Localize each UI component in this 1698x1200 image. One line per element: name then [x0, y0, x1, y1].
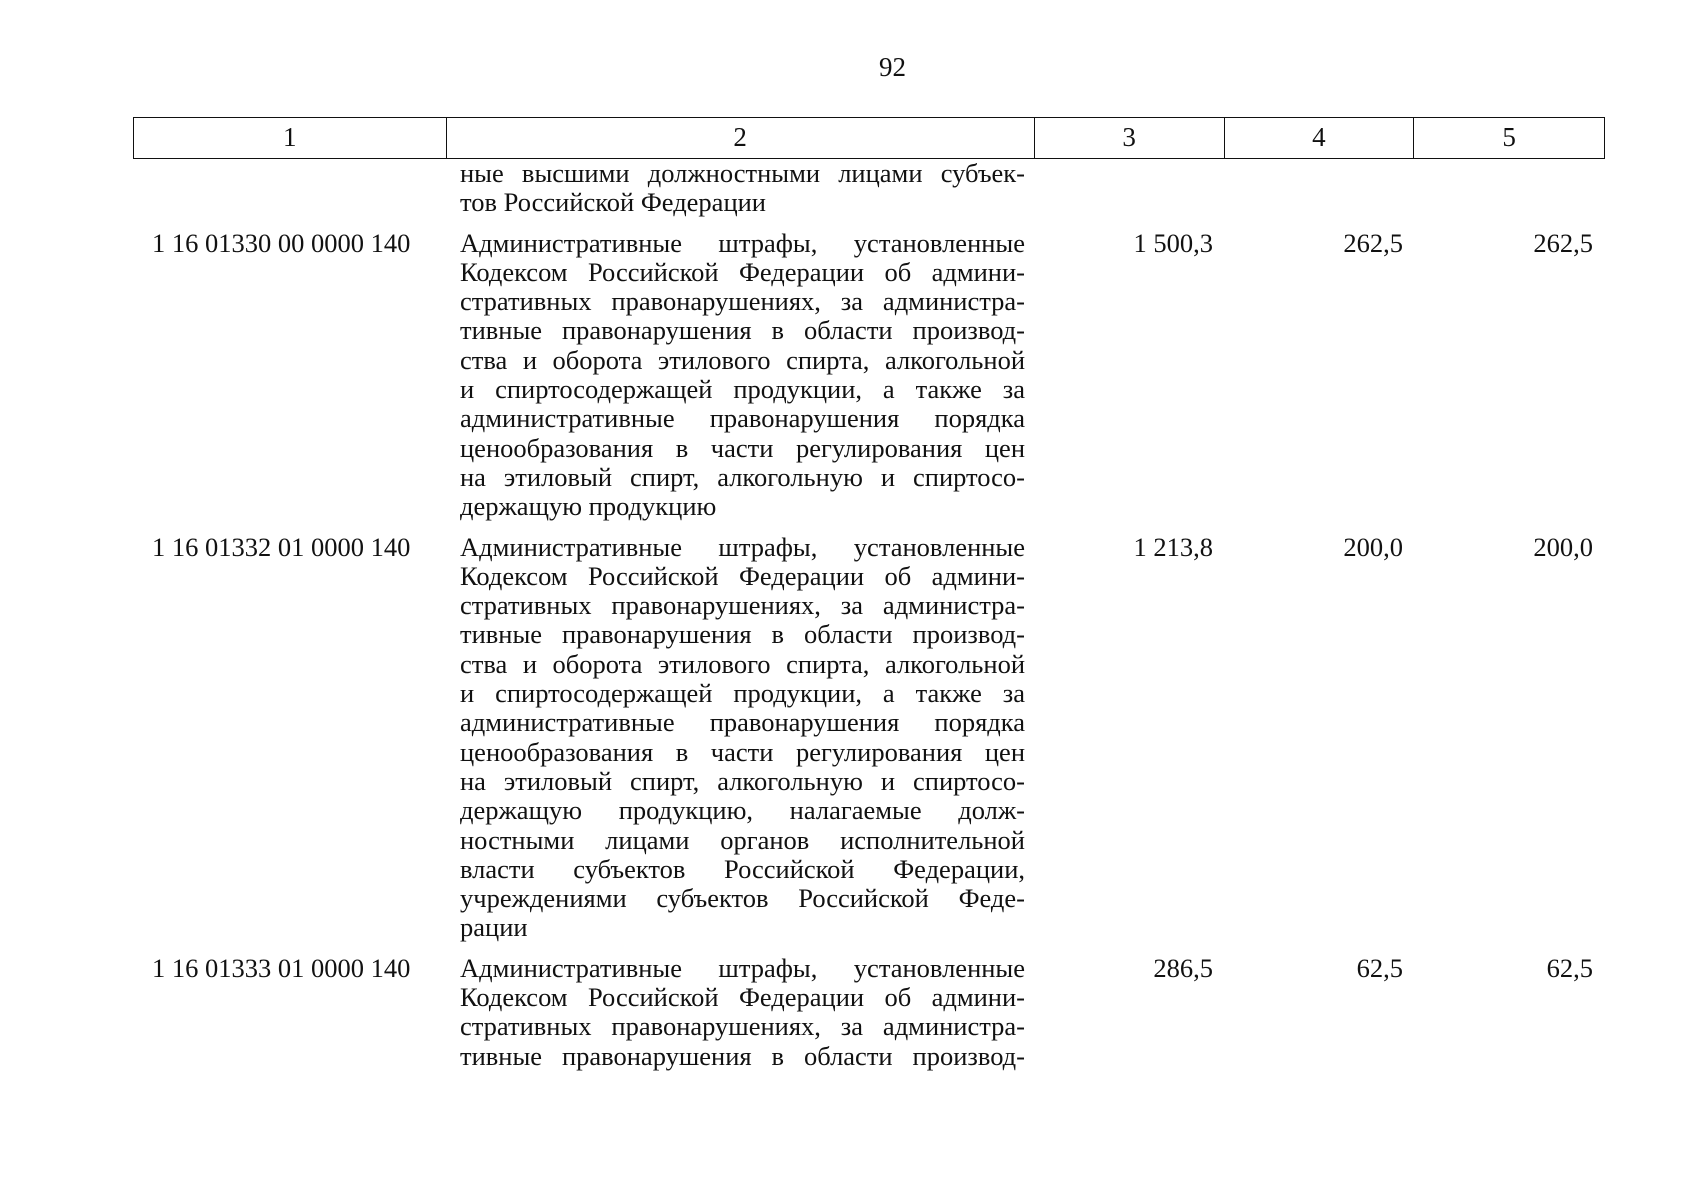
description-line: Административные штрафы, установленные	[460, 531, 1025, 562]
header-col-1: 1	[134, 118, 447, 158]
description-line: ства и оборота этилового спирта, алкогольной	[460, 344, 1025, 375]
code-cell: 1 16 01332 01 0000 140	[152, 531, 411, 562]
description-line: власти субъектов Российской Федерации,	[460, 853, 1025, 884]
description-line: Административные штрафы, установленные	[460, 952, 1025, 983]
description-line: административные правонарушения порядка	[460, 403, 1025, 434]
description-line: на этиловый спирт, алкогольную и спиртосо-	[460, 461, 1025, 492]
description-line: Кодексом Российской Федерации об админи-	[460, 256, 1025, 287]
description-line: Кодексом Российской Федерации об админи-	[460, 982, 1025, 1013]
description-cell	[446, 533, 1035, 943]
amount-col5: 62,5	[1546, 952, 1593, 983]
description-line: административные правонарушения порядка	[460, 707, 1025, 738]
description-line: тивные правонарушения в области производ-	[460, 315, 1025, 346]
table-body	[133, 159, 1605, 1071]
description-cell	[446, 954, 1035, 1071]
description-line: стративных правонарушениях, за администра-	[460, 286, 1025, 317]
description-line: и спиртосодержащей продукции, а также за	[460, 678, 1025, 709]
description-line: ства и оборота этилового спирта, алкогольной	[460, 648, 1025, 679]
budget-table	[133, 117, 1605, 1071]
amount-cell	[1225, 159, 1415, 218]
amount-col3: 286,5	[1153, 952, 1213, 983]
code-cell	[133, 159, 446, 218]
table-row	[133, 954, 1605, 1071]
description-line: Кодексом Российской Федерации об админи-	[460, 560, 1025, 591]
description-line: держащую продукцию, налагаемые долж-	[460, 795, 1025, 826]
amount-col3: 1 500,3	[1133, 227, 1213, 258]
header-col-4: 4	[1225, 118, 1415, 158]
description-line: тов Российской Федерации	[460, 187, 766, 218]
header-col-3: 3	[1035, 118, 1225, 158]
description-line: держащую продукцию	[460, 491, 717, 522]
amount-col4: 62,5	[1356, 952, 1403, 983]
amount-col3: 1 213,8	[1133, 531, 1213, 562]
amount-cell	[1415, 159, 1605, 218]
amount-col5: 262,5	[1533, 227, 1593, 258]
table-row-continuation	[133, 159, 1605, 218]
description-line: рации	[460, 912, 528, 943]
description-line: стративных правонарушениях, за администра-	[460, 590, 1025, 621]
table-row	[133, 229, 1605, 522]
table-row	[133, 533, 1605, 943]
description-line: ценообразования в части регулирования цен	[460, 432, 1025, 463]
amount-col4: 262,5	[1343, 227, 1403, 258]
amount-col5: 200,0	[1533, 531, 1593, 562]
description-line: ностными лицами органов исполнительной	[460, 824, 1025, 855]
table-header-row	[133, 117, 1605, 159]
description-line: тивные правонарушения в области производ-	[460, 619, 1025, 650]
description-cell	[446, 229, 1035, 522]
page-number: 92	[879, 52, 906, 82]
description-line: на этиловый спирт, алкогольную и спиртосо-	[460, 765, 1025, 796]
description-cell	[446, 159, 1035, 218]
amount-cell	[1035, 159, 1225, 218]
header-col-5: 5	[1502, 122, 1516, 152]
code-cell: 1 16 01333 01 0000 140	[152, 952, 411, 983]
description-line: Административные штрафы, установленные	[460, 227, 1025, 258]
description-line: ценообразования в части регулирования цен	[460, 736, 1025, 767]
description-line: учреждениями субъектов Российской Феде-	[460, 883, 1025, 914]
amount-col4: 200,0	[1343, 531, 1403, 562]
description-line: ные высшими должностными лицами субъек-	[460, 158, 1025, 188]
header-col-2: 2	[447, 118, 1035, 158]
description-line: стративных правонарушениях, за администра-	[460, 1011, 1025, 1042]
description-line: и спиртосодержащей продукции, а также за	[460, 374, 1025, 405]
description-line: тивные правонарушения в области производ-	[460, 1040, 1025, 1071]
code-cell: 1 16 01330 00 0000 140	[152, 227, 411, 258]
